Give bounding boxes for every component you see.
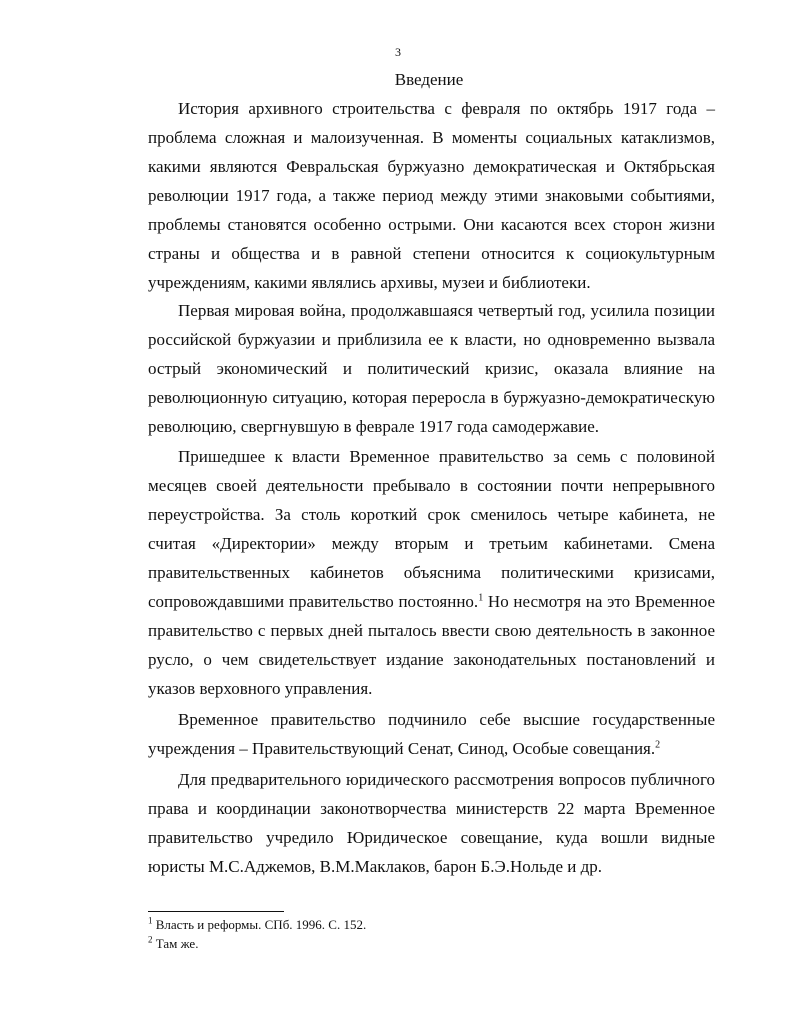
paragraph-war: Первая мировая война, продолжавшаяся четвертый год, усилила позиции российской буржуазии и приблизила ее к власти, но одновременно вызвала острый экономический и политический кризис, оказала влияние на революционную ситуацию, которая переросла в буржуазно-демократическую революцию, свергнувшую в феврале 1917 года самодержавие. — [148, 301, 715, 436]
page-title: Введение — [394, 70, 464, 89]
footnote — [148, 936, 198, 952]
footnote-reference: 1 — [478, 592, 484, 604]
paragraph-text: Но несмотря на это Временное правительство с первых дней пыталось ввести свою деятельность в законное русло, о чем свидетельствует издание законодательных постановлений и указов верховного управления. — [148, 592, 715, 698]
paragraph-intro: История архивного строительства с февраля по октябрь 1917 года – проблема сложная и малоизученная. В моменты социальных катаклизмов, какими являются Февральская буржуазно демократическая и Октябрьская революции 1917 года, а также период между этими знаковыми событиями, проблемы становятся особенно острыми. Они касаются всех сторон жизни страны и общества и в равной степени относится к социокультурным учреждениям, какими являлись архивы, музеи и библиотеки. — [148, 99, 715, 292]
footnote-text: Власть и реформы. СПб. 1996. С. 152. — [152, 917, 367, 932]
page-number: 3 — [395, 45, 401, 59]
footnote-mark: 2 — [148, 934, 153, 945]
paragraph-institutions — [148, 705, 715, 763]
footnote — [148, 917, 366, 933]
footnote-divider — [148, 911, 284, 912]
paragraph-text: Временное правительство подчинило себе высшие государственные учреждения – Правительствующий Сенат, Синод, Особые совещания. — [148, 710, 715, 758]
footnote-mark: 1 — [148, 915, 153, 926]
footnote-text: Там же. — [152, 936, 199, 951]
paragraph-legal-council: Для предварительного юридического рассмотрения вопросов публичного права и координации законотворчества министерств 22 марта Временное правительство учредило Юридическое совещание, куда вошли видные юристы М.С.Аджемов, В.М.Маклаков, барон Б.Э.Нольде и др. — [148, 770, 715, 876]
footnote-reference: 2 — [655, 739, 661, 751]
paragraph-provisional-government — [148, 442, 715, 703]
paragraph-text: Пришедшее к власти Временное правительство за семь с половиной месяцев своей деятельности пребывало в состоянии почти непрерывного переустройства. За столь короткий срок сменилось четыре кабинета, не считая «Директории» между вторым и третьим кабинетами. Смена правительственных кабинетов объяснима политическими кризисами, сопровождавшими правительство постоянно. — [148, 447, 715, 611]
